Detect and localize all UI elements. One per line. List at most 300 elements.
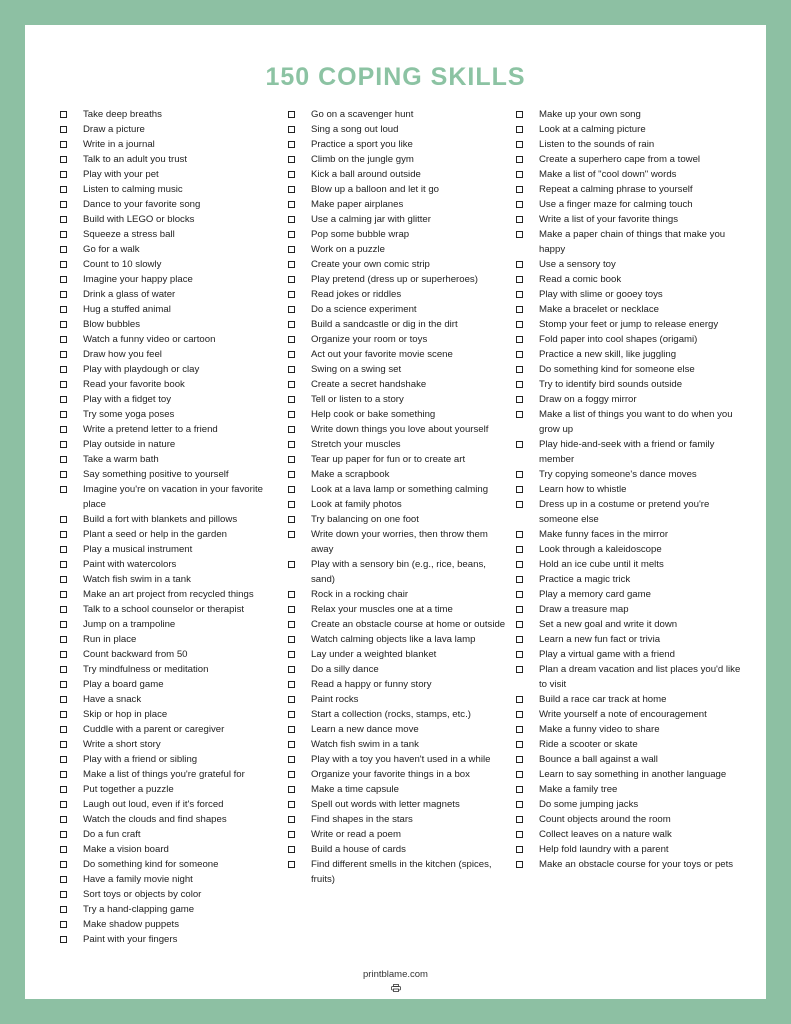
checkbox[interactable] xyxy=(288,216,295,223)
checklist-item-label: Make a family tree xyxy=(539,784,618,795)
checklist-item xyxy=(60,467,280,482)
checkbox[interactable] xyxy=(60,591,67,598)
checklist-item xyxy=(60,797,280,812)
checklist-item xyxy=(288,812,508,827)
checkbox[interactable] xyxy=(60,216,67,223)
checklist-item-label: Learn a new fun fact or trivia xyxy=(539,634,661,645)
checklist-item xyxy=(288,167,508,182)
checkbox[interactable] xyxy=(60,651,67,658)
checkbox[interactable] xyxy=(60,261,67,268)
checklist-item xyxy=(288,332,508,347)
checklist-item xyxy=(60,677,280,692)
checkbox[interactable] xyxy=(60,861,67,868)
checkbox[interactable] xyxy=(60,816,67,823)
checkbox[interactable] xyxy=(516,156,523,163)
checkbox[interactable] xyxy=(60,636,67,643)
checkbox[interactable] xyxy=(516,846,523,853)
checklist-item-label: Skip or hop in place xyxy=(83,709,168,720)
checkbox[interactable] xyxy=(288,111,295,118)
checklist-item-label: Organize your favorite things in a box xyxy=(311,769,470,780)
checklist-item xyxy=(60,737,280,752)
checkbox[interactable] xyxy=(60,741,67,748)
checkbox[interactable] xyxy=(60,801,67,808)
checklist-item xyxy=(516,662,744,692)
checklist-item-label: Play hide-and-seek with a friend or family member xyxy=(539,439,715,465)
checkbox[interactable] xyxy=(516,741,523,748)
checkbox[interactable] xyxy=(60,621,67,628)
checklist-item xyxy=(516,857,744,872)
checkbox[interactable] xyxy=(516,606,523,613)
checklist-item-label: Cuddle with a parent or caregiver xyxy=(83,724,225,735)
checklist-item-label: Create an obstacle course at home or outside xyxy=(311,619,506,630)
checkbox[interactable] xyxy=(288,681,295,688)
checkbox[interactable] xyxy=(288,621,295,628)
checklist-item xyxy=(516,647,744,662)
checkbox[interactable] xyxy=(288,231,295,238)
checklist-item xyxy=(60,137,280,152)
checkbox[interactable] xyxy=(288,306,295,313)
checkbox[interactable] xyxy=(288,606,295,613)
checklist-item xyxy=(60,152,280,167)
checklist-item xyxy=(288,602,508,617)
checkbox[interactable] xyxy=(60,696,67,703)
checkbox[interactable] xyxy=(60,666,67,673)
checklist-item xyxy=(60,662,280,677)
checkbox[interactable] xyxy=(516,441,523,448)
checkbox[interactable] xyxy=(516,216,523,223)
checkbox[interactable] xyxy=(288,651,295,658)
checklist-item xyxy=(60,887,280,902)
checkbox[interactable] xyxy=(60,141,67,148)
checklist-item-label: Create your own comic strip xyxy=(311,259,430,270)
checklist-item-label: Take deep breaths xyxy=(83,109,162,120)
checklist-item-label: Write down your worries, then throw them away xyxy=(311,529,488,555)
checklist-item xyxy=(60,557,280,572)
checkbox[interactable] xyxy=(288,666,295,673)
checklist-item xyxy=(288,797,508,812)
checkbox[interactable] xyxy=(288,726,295,733)
checklist-item-label: Play outside in nature xyxy=(83,439,176,450)
checkbox[interactable] xyxy=(516,831,523,838)
checklist-column-3 xyxy=(516,107,744,872)
checklist-item xyxy=(60,437,280,452)
checkbox[interactable] xyxy=(516,306,523,313)
checklist-item-label: Blow up a balloon and let it go xyxy=(311,184,440,195)
checkbox[interactable] xyxy=(60,321,67,328)
checkbox[interactable] xyxy=(516,786,523,793)
checkbox[interactable] xyxy=(516,291,523,298)
checkbox[interactable] xyxy=(288,261,295,268)
checkbox[interactable] xyxy=(516,141,523,148)
checklist-item xyxy=(516,557,744,572)
checklist-item-label: Spell out words with letter magnets xyxy=(311,799,460,810)
checklist-item-label: Build a sandcastle or dig in the dirt xyxy=(311,319,458,330)
checklist-item-label: Build a race car track at home xyxy=(539,694,667,705)
checkbox[interactable] xyxy=(60,471,67,478)
checkbox[interactable] xyxy=(516,771,523,778)
checkbox[interactable] xyxy=(516,276,523,283)
checklist-item-label: Write a short story xyxy=(83,739,161,750)
checklist-item xyxy=(60,632,280,647)
checkbox[interactable] xyxy=(60,846,67,853)
checklist-item xyxy=(516,347,744,362)
checkbox[interactable] xyxy=(288,591,295,598)
checkbox[interactable] xyxy=(288,246,295,253)
checklist-item xyxy=(60,482,280,512)
checklist-item xyxy=(60,812,280,827)
checkbox[interactable] xyxy=(516,351,523,358)
checklist-item xyxy=(516,827,744,842)
checklist-item xyxy=(60,767,280,782)
checklist-item-label: Write a list of your favorite things xyxy=(539,214,678,225)
checkbox[interactable] xyxy=(288,156,295,163)
checkbox[interactable] xyxy=(288,801,295,808)
checkbox[interactable] xyxy=(288,741,295,748)
checklist-item xyxy=(288,272,508,287)
checklist-item xyxy=(288,647,508,662)
checklist-item-label: Run in place xyxy=(83,634,137,645)
checkbox[interactable] xyxy=(60,546,67,553)
checklist-item-label: Climb on the jungle gym xyxy=(311,154,414,165)
checklist-item xyxy=(60,302,280,317)
checklist-item xyxy=(60,827,280,842)
checklist-item xyxy=(60,212,280,227)
checkbox[interactable] xyxy=(288,381,295,388)
checklist-item xyxy=(60,587,280,602)
checklist-item xyxy=(60,602,280,617)
checklist-item-label: Write or read a poem xyxy=(311,829,401,840)
checkbox[interactable] xyxy=(516,531,523,538)
checklist-item xyxy=(516,782,744,797)
checkbox[interactable] xyxy=(60,201,67,208)
checkbox[interactable] xyxy=(516,396,523,403)
checkbox[interactable] xyxy=(288,471,295,478)
checkbox[interactable] xyxy=(60,126,67,133)
checklist-item-label: Say something positive to yourself xyxy=(83,469,229,480)
checkbox[interactable] xyxy=(516,471,523,478)
checklist-item-label: Try balancing on one foot xyxy=(311,514,419,525)
checklist-item-label: Dance to your favorite song xyxy=(83,199,201,210)
checklist-item-label: Help cook or bake something xyxy=(311,409,436,420)
checkbox[interactable] xyxy=(516,591,523,598)
checklist-item xyxy=(60,347,280,362)
checklist-item-label: Look at family photos xyxy=(311,499,402,510)
checklist-item xyxy=(288,632,508,647)
checklist-item-label: Plan a dream vacation and list places you'd like to visit xyxy=(539,664,741,690)
checkbox[interactable] xyxy=(60,276,67,283)
checkbox[interactable] xyxy=(516,201,523,208)
checkbox[interactable] xyxy=(516,801,523,808)
checkbox[interactable] xyxy=(288,771,295,778)
checklist-item xyxy=(288,437,508,452)
checkbox[interactable] xyxy=(288,561,295,568)
checklist-item xyxy=(516,767,744,782)
checklist-item-label: Make a list of things you want to do when you grow up xyxy=(539,409,733,435)
checklist-item-label: Put together a puzzle xyxy=(83,784,174,795)
checklist-item-label: Go on a scavenger hunt xyxy=(311,109,414,120)
checklist-item xyxy=(60,527,280,542)
checkbox[interactable] xyxy=(288,276,295,283)
checkbox[interactable] xyxy=(60,936,67,943)
checkbox[interactable] xyxy=(516,231,523,238)
checkbox[interactable] xyxy=(288,861,295,868)
checklist-item-label: Count to 10 slowly xyxy=(83,259,162,270)
checkbox[interactable] xyxy=(516,261,523,268)
checkbox[interactable] xyxy=(288,396,295,403)
checkbox[interactable] xyxy=(288,186,295,193)
checkbox[interactable] xyxy=(60,726,67,733)
checklist-item xyxy=(516,587,744,602)
checklist-item xyxy=(60,692,280,707)
checkbox[interactable] xyxy=(288,201,295,208)
footer-website: printblame.com xyxy=(363,969,428,980)
checklist-item xyxy=(288,317,508,332)
checklist-item xyxy=(516,302,744,317)
checklist-item-label: Write in a journal xyxy=(83,139,155,150)
checklist-item xyxy=(60,362,280,377)
checkbox[interactable] xyxy=(60,306,67,313)
checklist-item-label: Find shapes in the stars xyxy=(311,814,413,825)
checkbox[interactable] xyxy=(60,336,67,343)
checklist-item xyxy=(288,677,508,692)
checklist-item xyxy=(60,707,280,722)
checklist-item-label: Draw a treasure map xyxy=(539,604,629,615)
checklist-item xyxy=(288,122,508,137)
checkbox[interactable] xyxy=(60,426,67,433)
checkbox[interactable] xyxy=(288,456,295,463)
checkbox[interactable] xyxy=(516,651,523,658)
checklist-column-1 xyxy=(60,107,280,947)
checkbox[interactable] xyxy=(60,486,67,493)
checklist-item-label: Tear up paper for fun or to create art xyxy=(311,454,466,465)
checklist-item xyxy=(60,122,280,137)
checklist-item-label: Fold paper into cool shapes (origami) xyxy=(539,334,698,345)
checkbox[interactable] xyxy=(60,246,67,253)
checklist-item xyxy=(288,617,508,632)
checklist-item-label: Make a list of things you're grateful for xyxy=(83,769,245,780)
checkbox[interactable] xyxy=(60,441,67,448)
checklist-item-label: Write yourself a note of encouragement xyxy=(539,709,707,720)
checklist-item-label: Play with a toy you haven't used in a while xyxy=(311,754,491,765)
checklist-item-label: Play with your pet xyxy=(83,169,159,180)
checkbox[interactable] xyxy=(288,516,295,523)
checkbox[interactable] xyxy=(60,756,67,763)
checklist-item xyxy=(288,242,508,257)
checkbox[interactable] xyxy=(516,816,523,823)
checkbox[interactable] xyxy=(516,726,523,733)
checkbox[interactable] xyxy=(60,576,67,583)
checkbox[interactable] xyxy=(60,156,67,163)
checkbox[interactable] xyxy=(288,126,295,133)
checklist-item xyxy=(60,332,280,347)
checkbox[interactable] xyxy=(516,546,523,553)
checklist-item-label: Bounce a ball against a wall xyxy=(539,754,658,765)
checklist-item xyxy=(60,647,280,662)
checklist-item xyxy=(516,377,744,392)
checkbox[interactable] xyxy=(60,411,67,418)
checkbox[interactable] xyxy=(516,696,523,703)
checkbox[interactable] xyxy=(288,486,295,493)
checkbox[interactable] xyxy=(516,486,523,493)
checklist-item-label: Try to identify bird sounds outside xyxy=(539,379,683,390)
checkbox[interactable] xyxy=(60,786,67,793)
checklist-item-label: Do a silly dance xyxy=(311,664,379,675)
checkbox[interactable] xyxy=(516,711,523,718)
checkbox[interactable] xyxy=(60,456,67,463)
worksheet-page xyxy=(25,25,766,999)
checkbox[interactable] xyxy=(516,381,523,388)
checkbox[interactable] xyxy=(288,411,295,418)
checkbox[interactable] xyxy=(288,501,295,508)
checkbox[interactable] xyxy=(288,636,295,643)
checkbox[interactable] xyxy=(60,561,67,568)
checklist-item-label: Talk to an adult you trust xyxy=(83,154,187,165)
checklist-item xyxy=(60,167,280,182)
checklist-item xyxy=(60,452,280,467)
checklist-item-label: Make a time capsule xyxy=(311,784,399,795)
checkbox[interactable] xyxy=(516,576,523,583)
checkbox[interactable] xyxy=(516,756,523,763)
checklist-item-label: Play with slime or gooey toys xyxy=(539,289,663,300)
checkbox[interactable] xyxy=(516,501,523,508)
checkbox[interactable] xyxy=(288,786,295,793)
checkbox[interactable] xyxy=(288,846,295,853)
checkbox[interactable] xyxy=(288,531,295,538)
checkbox[interactable] xyxy=(60,366,67,373)
checklist-item xyxy=(516,692,744,707)
checklist-item-label: Rock in a rocking chair xyxy=(311,589,409,600)
checkbox[interactable] xyxy=(516,636,523,643)
checklist-item xyxy=(60,407,280,422)
checklist-item xyxy=(288,842,508,857)
checkbox[interactable] xyxy=(516,171,523,178)
checkbox[interactable] xyxy=(516,321,523,328)
checklist-item-label: Learn how to whistle xyxy=(539,484,627,495)
checklist-item xyxy=(288,212,508,227)
checkbox[interactable] xyxy=(60,291,67,298)
checkbox[interactable] xyxy=(516,666,523,673)
checkbox[interactable] xyxy=(288,816,295,823)
checklist-item xyxy=(516,617,744,632)
checkbox[interactable] xyxy=(516,411,523,418)
checklist-item xyxy=(516,272,744,287)
checkbox[interactable] xyxy=(60,876,67,883)
checklist-item-label: Build a house of cards xyxy=(311,844,406,855)
checklist-item-label: Try mindfulness or meditation xyxy=(83,664,209,675)
checklist-item xyxy=(60,107,280,122)
checkbox[interactable] xyxy=(60,381,67,388)
checklist-item-label: Count objects around the room xyxy=(539,814,671,825)
checklist-item xyxy=(60,872,280,887)
checkbox[interactable] xyxy=(288,171,295,178)
checkbox[interactable] xyxy=(288,291,295,298)
checkbox[interactable] xyxy=(516,126,523,133)
checkbox[interactable] xyxy=(516,861,523,868)
checklist-item xyxy=(288,662,508,677)
checkbox[interactable] xyxy=(60,171,67,178)
checkbox[interactable] xyxy=(288,441,295,448)
checkbox[interactable] xyxy=(60,831,67,838)
checklist-item xyxy=(60,242,280,257)
checklist-item-label: Make a vision board xyxy=(83,844,169,855)
checklist-item xyxy=(288,392,508,407)
checkbox[interactable] xyxy=(60,891,67,898)
checkbox[interactable] xyxy=(60,711,67,718)
checklist-item-label: Work on a puzzle xyxy=(311,244,385,255)
checklist-item-label: Do something kind for someone else xyxy=(539,364,695,375)
checkbox[interactable] xyxy=(516,186,523,193)
checklist-item xyxy=(288,692,508,707)
checkbox[interactable] xyxy=(516,336,523,343)
checklist-item-label: Kick a ball around outside xyxy=(311,169,421,180)
checklist-item xyxy=(516,722,744,737)
checklist-item xyxy=(516,632,744,647)
checkbox[interactable] xyxy=(60,231,67,238)
checkbox[interactable] xyxy=(288,351,295,358)
checkbox[interactable] xyxy=(288,696,295,703)
checklist-item-label: Find different smells in the kitchen (spices, fruits) xyxy=(311,859,492,885)
checkbox[interactable] xyxy=(516,561,523,568)
checklist-item xyxy=(288,347,508,362)
checkbox[interactable] xyxy=(288,366,295,373)
checklist-item xyxy=(288,482,508,497)
checkbox[interactable] xyxy=(288,321,295,328)
checkbox[interactable] xyxy=(60,681,67,688)
checkbox[interactable] xyxy=(288,711,295,718)
checklist-item-label: Make up your own song xyxy=(539,109,641,120)
checklist-item xyxy=(288,137,508,152)
checklist-item xyxy=(288,302,508,317)
checkbox[interactable] xyxy=(288,756,295,763)
checklist-item-label: Start a collection (rocks, stamps, etc.) xyxy=(311,709,471,720)
checkbox[interactable] xyxy=(288,141,295,148)
checkbox[interactable] xyxy=(516,621,523,628)
checkbox[interactable] xyxy=(60,531,67,538)
checklist-item-label: Do a fun craft xyxy=(83,829,141,840)
checklist-item xyxy=(60,512,280,527)
checkbox[interactable] xyxy=(60,111,67,118)
checkbox[interactable] xyxy=(288,336,295,343)
checklist-item xyxy=(516,332,744,347)
checkbox[interactable] xyxy=(288,831,295,838)
page-title: 150 COPING SKILLS xyxy=(265,63,526,91)
checklist-item xyxy=(60,857,280,872)
checklist-item-label: Play a memory card game xyxy=(539,589,651,600)
checkbox[interactable] xyxy=(288,426,295,433)
checkbox[interactable] xyxy=(60,396,67,403)
checklist-item-label: Drink a glass of water xyxy=(83,289,176,300)
checkbox[interactable] xyxy=(60,921,67,928)
checkbox[interactable] xyxy=(60,606,67,613)
checklist-item-label: Build with LEGO or blocks xyxy=(83,214,195,225)
checklist-item-label: Make an art project from recycled things xyxy=(83,589,254,600)
checklist-item-label: Lay under a weighted blanket xyxy=(311,649,437,660)
checkbox[interactable] xyxy=(60,351,67,358)
checklist-item-label: Plant a seed or help in the garden xyxy=(83,529,228,540)
checklist-item-label: Play pretend (dress up or superheroes) xyxy=(311,274,478,285)
checklist-item xyxy=(516,122,744,137)
checklist-item-label: Play with a friend or sibling xyxy=(83,754,198,765)
checkbox[interactable] xyxy=(60,516,67,523)
checkbox[interactable] xyxy=(60,186,67,193)
checkbox[interactable] xyxy=(60,906,67,913)
checkbox[interactable] xyxy=(516,366,523,373)
checkbox[interactable] xyxy=(516,111,523,118)
checklist-item-label: Swing on a swing set xyxy=(311,364,402,375)
checkbox[interactable] xyxy=(60,771,67,778)
checklist-item-label: Write down things you love about yourself xyxy=(311,424,489,435)
checklist-item xyxy=(516,152,744,167)
